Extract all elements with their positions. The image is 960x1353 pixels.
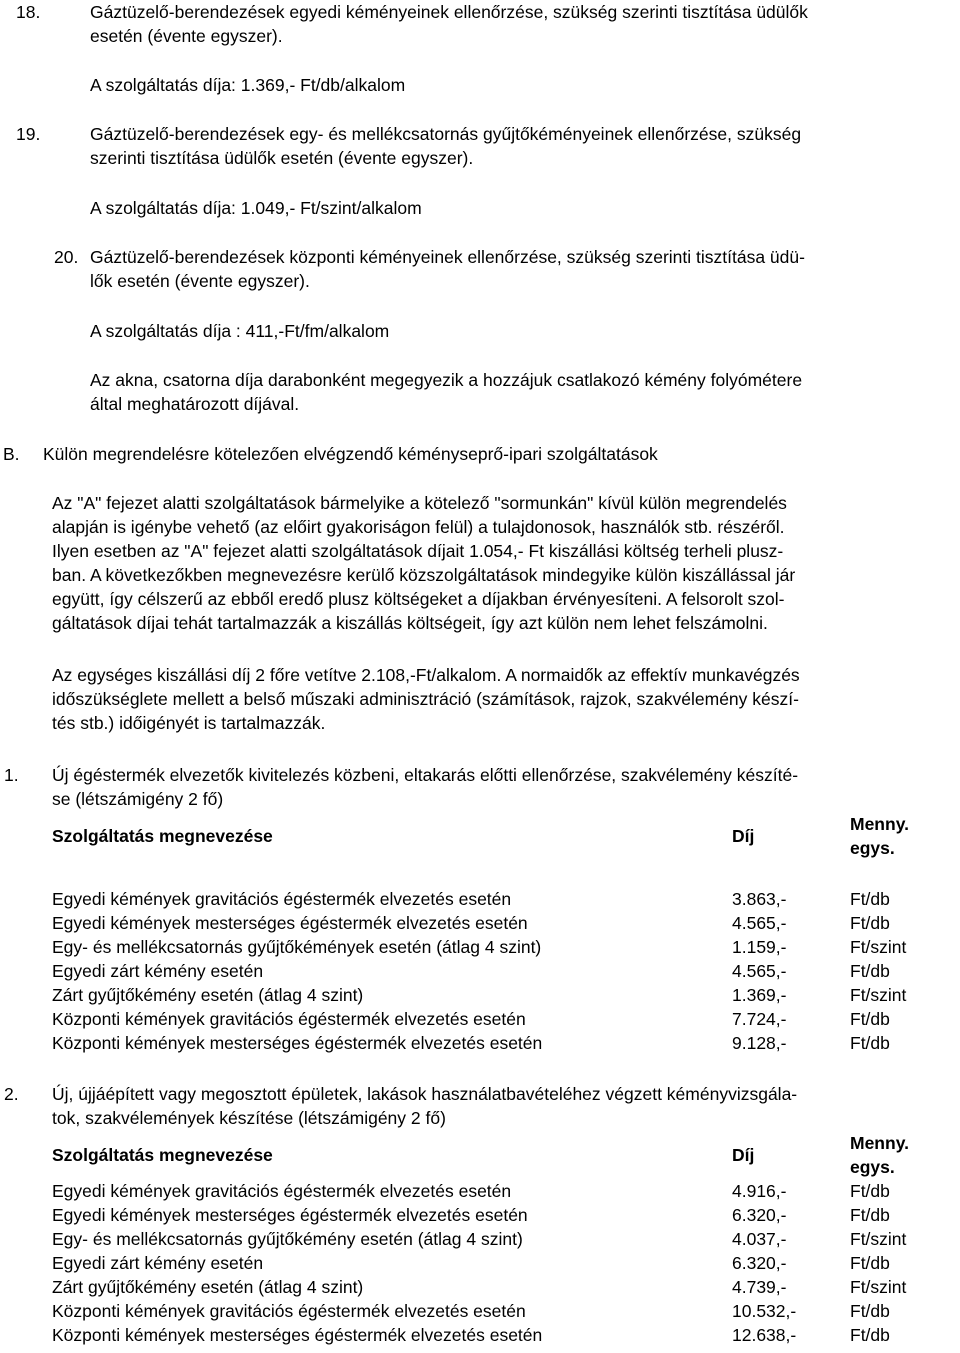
row-fee: 4.565,- xyxy=(732,961,787,981)
header-fee: Díj xyxy=(732,1145,755,1165)
service-1-description xyxy=(52,763,956,811)
row-unit: Ft/szint xyxy=(850,1277,907,1297)
item-18-description xyxy=(90,0,956,48)
item-desc-line: lők esetén (évente egyszer). xyxy=(90,271,310,291)
section-b-paragraph-2 xyxy=(52,663,956,735)
row-unit: Ft/szint xyxy=(850,985,907,1005)
row-service-name: Központi kémények gravitációs égéstermék elvezetés esetén xyxy=(52,1009,526,1029)
section-title: Külön megrendelésre kötelezően elvégzendő kéményseprő-ipari szolgáltatások xyxy=(43,444,658,464)
item-19-description xyxy=(90,122,956,170)
header-unit xyxy=(850,812,940,860)
item-desc-line: esetén (évente egyszer). xyxy=(90,26,283,46)
row-service-name: Egyedi zárt kémény esetén xyxy=(52,961,264,981)
item-number: 18. xyxy=(16,2,41,22)
row-fee: 10.532,- xyxy=(732,1301,797,1321)
row-service-name: Egyedi zárt kémény esetén xyxy=(52,1253,264,1273)
row-fee: 3.863,- xyxy=(732,889,787,909)
paragraph-line: alapján is igénybe vehető (az előirt gyakoriságon felül) a tulajdonosok, használók stb. részéről. xyxy=(52,517,785,537)
section-letter: B. xyxy=(3,444,20,464)
table-row xyxy=(52,1251,940,1275)
service-number: 2. xyxy=(4,1084,19,1104)
service-desc-line: Új, újjáépített vagy megosztott épületek, lakások használatbavételéhez végzett kéményvizsgála- xyxy=(52,1084,798,1104)
row-service-name: Központi kémények mesterséges égéstermék elvezetés esetén xyxy=(52,1325,543,1345)
table-row xyxy=(52,959,940,983)
row-unit: Ft/db xyxy=(850,1009,890,1029)
item-20-fee: A szolgáltatás díja : 411,-Ft/fm/alkalom xyxy=(90,321,390,341)
row-service-name: Zárt gyűjtőkémény esetén (átlag 4 szint) xyxy=(52,1277,364,1297)
table-row xyxy=(52,1323,940,1347)
table-row xyxy=(52,1203,940,1227)
service-number: 1. xyxy=(4,765,19,785)
item-number: 20. xyxy=(54,247,79,267)
row-unit: Ft/szint xyxy=(850,1229,907,1249)
service-desc-line: se (létszámigény 2 fő) xyxy=(52,789,224,809)
header-fee: Díj xyxy=(732,826,755,846)
row-fee: 4.565,- xyxy=(732,913,787,933)
table-row xyxy=(52,911,940,935)
paragraph-line: tés stb.) időigényét is tartalmazzák. xyxy=(52,713,326,733)
table-row xyxy=(52,887,940,911)
header-service-name: Szolgáltatás megnevezése xyxy=(52,826,273,846)
row-service-name: Egyedi kémények mesterséges égéstermék elvezetés esetén xyxy=(52,1205,528,1225)
item-18-fee: A szolgáltatás díja: 1.369,- Ft/db/alkalom xyxy=(90,75,406,95)
row-service-name: Egyedi kémények gravitációs égéstermék elvezetés esetén xyxy=(52,889,512,909)
paragraph-line: Az "A" fejezet alatti szolgáltatások bármelyike a kötelező "sormunkán" kívül külön megrendelés xyxy=(52,493,787,513)
note-line: Az akna, csatorna díja darabonként megegyezik a hozzájuk csatlakozó kémény folyómétere xyxy=(90,370,803,390)
table-row xyxy=(52,1227,940,1251)
row-unit: Ft/db xyxy=(850,1325,890,1345)
item-19-fee: A szolgáltatás díja: 1.049,- Ft/szint/alkalom xyxy=(90,198,422,218)
service-2-description xyxy=(52,1082,956,1130)
item-20-note xyxy=(90,368,956,416)
row-service-name: Központi kémények gravitációs égéstermék elvezetés esetén xyxy=(52,1301,526,1321)
paragraph-line: ban. A következőkben megnevezésre kerülő közszolgáltatások mindegyike külön kiszállással jár xyxy=(52,565,796,585)
item-desc-line: Gáztüzelő-berendezések egy- és mellékcsatornás gyűjtőkéményeinek ellenőrzése, szükség xyxy=(90,124,802,144)
row-fee: 4.037,- xyxy=(732,1229,787,1249)
table-row xyxy=(52,983,940,1007)
row-service-name: Egyedi kémények mesterséges égéstermék elvezetés esetén xyxy=(52,913,528,933)
row-unit: Ft/db xyxy=(850,1301,890,1321)
row-unit: Ft/db xyxy=(850,889,890,909)
service-desc-line: tok, szakvélemények készítése (létszámigény 2 fő) xyxy=(52,1108,446,1128)
header-unit xyxy=(850,1131,940,1179)
row-service-name: Egy- és mellékcsatornás gyűjtőkémény esetén (átlag 4 szint) xyxy=(52,1229,523,1249)
row-fee: 12.638,- xyxy=(732,1325,797,1345)
table-header-row xyxy=(52,1131,940,1179)
table-header-row xyxy=(52,812,940,860)
row-unit: Ft/db xyxy=(850,913,890,933)
row-unit: Ft/db xyxy=(850,1205,890,1225)
row-unit: Ft/db xyxy=(850,1033,890,1053)
table-row xyxy=(52,1031,940,1055)
item-desc-line: szerinti tisztítása üdülők esetén (évente egyszer). xyxy=(90,148,474,168)
item-desc-line: Gáztüzelő-berendezések központi kéményeinek ellenőrzése, szükség szerinti tisztítása üdü- xyxy=(90,247,805,267)
paragraph-line: Az egységes kiszállási díj 2 főre vetítve 2.108,-Ft/alkalom. A normaidők az effektív munkavégzés xyxy=(52,665,800,685)
item-number: 19. xyxy=(16,124,41,144)
paragraph-line: gáltatások díjai tehát tartalmazzák a kiszállás költségeit, így azt külön nem lehet felszámolni. xyxy=(52,613,768,633)
paragraph-line: Ilyen esetben az "A" fejezet alatti szolgáltatások díjait 1.054,- Ft kiszállási költség terheli plusz- xyxy=(52,541,784,561)
row-unit: Ft/db xyxy=(850,1253,890,1273)
header-unit-line: Menny. xyxy=(850,814,909,834)
service-1-price-table xyxy=(52,812,940,1055)
row-fee: 4.739,- xyxy=(732,1277,787,1297)
row-fee: 1.369,- xyxy=(732,985,787,1005)
row-unit: Ft/szint xyxy=(850,937,907,957)
row-unit: Ft/db xyxy=(850,961,890,981)
row-fee: 6.320,- xyxy=(732,1253,787,1273)
table-row xyxy=(52,1007,940,1031)
row-fee: 7.724,- xyxy=(732,1009,787,1029)
row-fee: 1.159,- xyxy=(732,937,787,957)
row-fee: 4.916,- xyxy=(732,1181,787,1201)
header-unit-line: egys. xyxy=(850,1157,895,1177)
row-fee: 9.128,- xyxy=(732,1033,787,1053)
header-unit-line: egys. xyxy=(850,838,895,858)
item-desc-line: Gáztüzelő-berendezések egyedi kéményeinek ellenőrzése, szükség szerinti tisztítása üdülők xyxy=(90,2,808,22)
table-row xyxy=(52,935,940,959)
row-service-name: Egy- és mellékcsatornás gyűjtőkémények esetén (átlag 4 szint) xyxy=(52,937,542,957)
header-service-name: Szolgáltatás megnevezése xyxy=(52,1145,273,1165)
row-unit: Ft/db xyxy=(850,1181,890,1201)
row-service-name: Egyedi kémények gravitációs égéstermék elvezetés esetén xyxy=(52,1181,512,1201)
service-2-price-table xyxy=(52,1131,940,1347)
service-desc-line: Új égéstermék elvezetők kivitelezés közbeni, eltakarás előtti ellenőrzése, szakvélemény készíté- xyxy=(52,765,799,785)
row-fee: 6.320,- xyxy=(732,1205,787,1225)
row-service-name: Zárt gyűjtőkémény esetén (átlag 4 szint) xyxy=(52,985,364,1005)
note-line: által meghatározott díjával. xyxy=(90,394,300,414)
section-b-paragraph-1 xyxy=(52,491,956,635)
header-unit-line: Menny. xyxy=(850,1133,909,1153)
table-row xyxy=(52,1275,940,1299)
paragraph-line: időszükséglete mellett a belső műszaki adminisztráció (számítások, rajzok, szakvélemény készí- xyxy=(52,689,799,709)
table-row xyxy=(52,1179,940,1203)
row-service-name: Központi kémények mesterséges égéstermék elvezetés esetén xyxy=(52,1033,543,1053)
table-row xyxy=(52,1299,940,1323)
item-20-description xyxy=(90,245,956,293)
paragraph-line: együtt, így célszerű az ebből eredő plusz költségeket a díjakban érvényesíteni. A felsorolt szol- xyxy=(52,589,785,609)
